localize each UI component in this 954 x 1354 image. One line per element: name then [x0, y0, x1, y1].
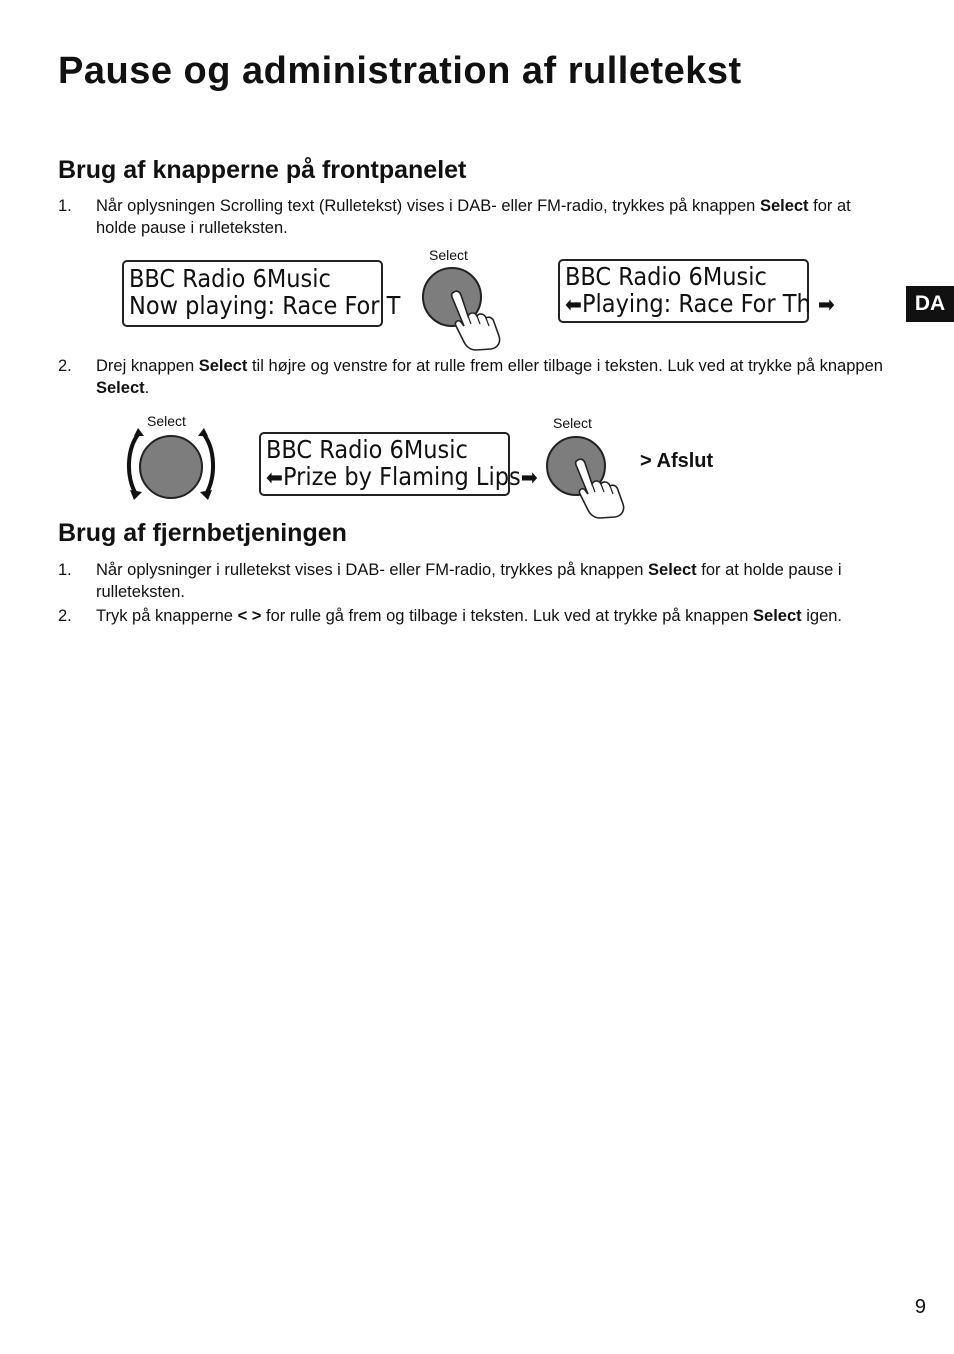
- radio-display-scrolling: [259, 432, 538, 496]
- select-label: Select: [553, 415, 592, 431]
- display-line-1: BBC Radio 6Music: [129, 264, 331, 293]
- arrow-right-icon: ➡: [817, 292, 835, 318]
- radio-display-paused: [558, 259, 835, 323]
- arrow-left-icon: ⬅: [266, 465, 283, 491]
- radio-display: [122, 260, 401, 327]
- pressing-hand-icon: [444, 288, 504, 350]
- item-text: Når oplysninger i rulletekst vises i DAB- eller FM-radio, trykkes på knappen Select for at holde pause i rulleteksten.: [96, 561, 842, 601]
- display-line-1: BBC Radio 6Music: [266, 435, 468, 464]
- display-line-2: ⬅Prize by Flaming Lips➡: [266, 462, 538, 491]
- list-item: [58, 355, 888, 399]
- item-number: 2.: [58, 607, 72, 625]
- item-text: Tryk på knapperne < > for rulle gå frem og tilbage i teksten. Luk ved at trykke på knappen Select igen.: [96, 607, 843, 625]
- list-item: [58, 195, 888, 239]
- select-label: Select: [429, 247, 468, 263]
- section-heading-front-panel: Brug af knapperne på frontpanelet: [58, 156, 467, 184]
- section-heading-remote: Brug af fjernbetjeningen: [58, 519, 347, 547]
- display-line-2: Now playing: Race For T: [129, 291, 401, 320]
- display-line-2: ⬅Playing: Race For Th ➡: [565, 289, 835, 318]
- list-item: [58, 605, 888, 627]
- select-label: Select: [147, 413, 186, 429]
- display-line-1: BBC Radio 6Music: [565, 262, 767, 291]
- language-tab: DA: [906, 286, 954, 322]
- item-number: 1.: [58, 197, 72, 215]
- page-title: Pause og administration af rulletekst: [58, 50, 742, 92]
- exit-label: > Afslut: [640, 450, 714, 472]
- item-number: 2.: [58, 357, 72, 375]
- pressing-hand-icon: [568, 456, 628, 518]
- item-number: 1.: [58, 561, 72, 579]
- page-number: 9: [914, 1296, 926, 1318]
- list-item: [58, 559, 888, 603]
- item-text: Drej knappen Select til højre og venstre for at rulle frem eller tilbage i teksten. Luk ved at trykke på knappen Select.: [96, 357, 883, 397]
- rotate-arrows-icon: [124, 428, 218, 500]
- item-text: Når oplysningen Scrolling text (Rulletekst) vises i DAB- eller FM-radio, trykkes på knappen Select for at holde pause i rulleteksten.: [96, 197, 851, 237]
- arrow-right-icon: ➡: [520, 465, 538, 491]
- arrow-left-icon: ⬅: [565, 292, 582, 318]
